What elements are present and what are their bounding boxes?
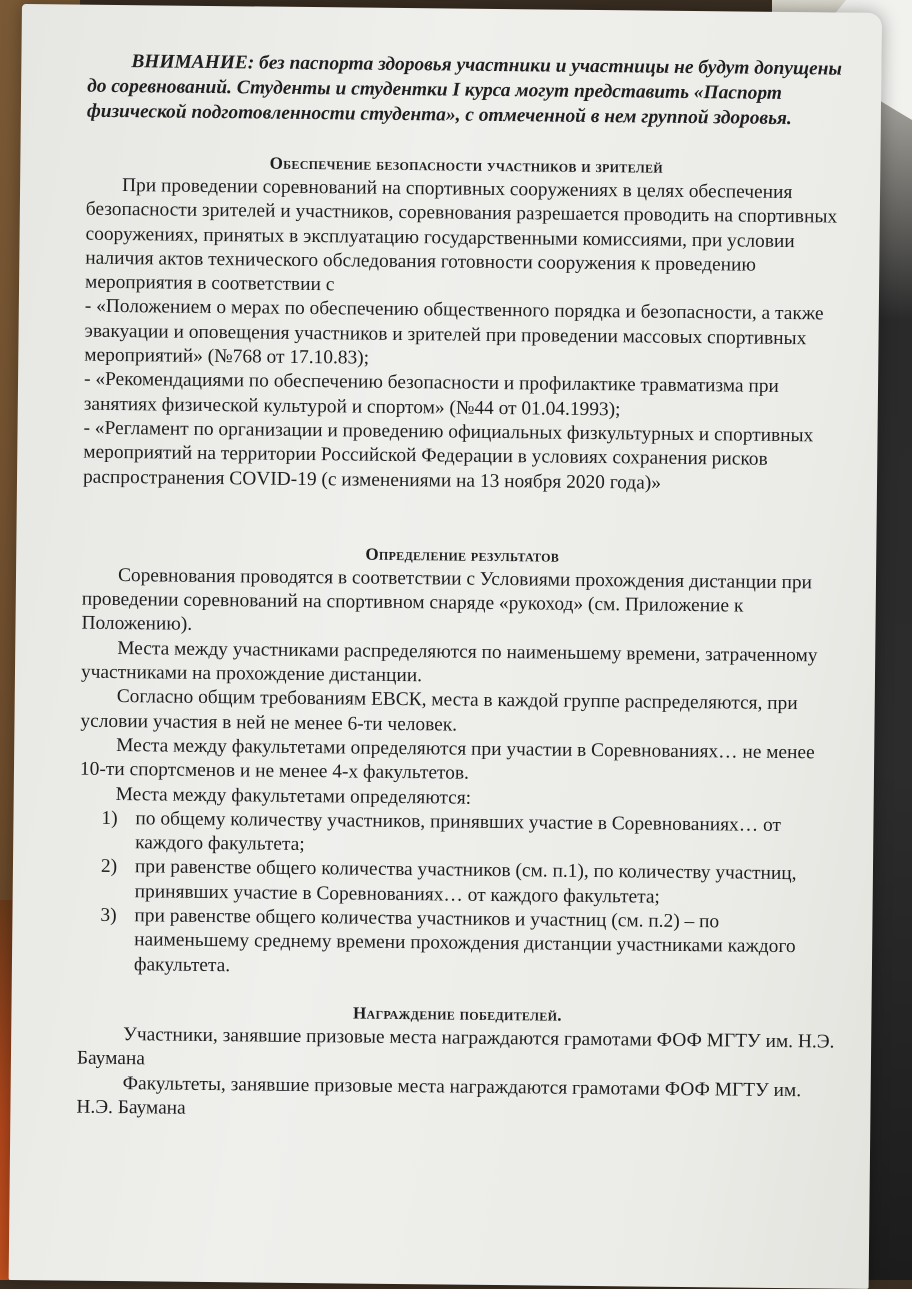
award-paragraph: Факультеты, занявшие призовые места награждаются грамотами ФОФ МГТУ им. Н.Э. Баумана (76, 1072, 802, 1119)
list-item-number: 3) (100, 904, 117, 927)
safety-item: - «Положением о мерах по обеспечению общественного порядка и безопасности, а также эвакуации и оповещения участников и зрителей при проведении массовых спортивных мероприятий» (№768 от 17.10.83); (84, 296, 824, 369)
safety-intro: При проведении соревнований на спортивных сооружениях в целях обеспечения безопасности зрителей и участников, соревнования разрешается проводить на спортивных сооружениях, принятых в эксплуатацию государственными комиссиями, при условии наличия актов технического обследования готовности сооружения к проведению мероприятия в соответствии с (84, 175, 838, 296)
document-sheet (9, 4, 882, 1289)
safety-heading: Обеспечение безопасности участников и зрителей (269, 153, 664, 177)
list-item-number: 2) (100, 856, 118, 878)
results-paragraph: Соревнования проводятся в соответствии с Условиями прохождения дистанции при проведении соревнований на спортивном снаряде «рукоход» (см. Приложение к Положению). (81, 564, 813, 636)
list-item-number: 1) (101, 807, 118, 829)
results-heading: Определение результатов (365, 544, 560, 566)
faculty-ranking-list (78, 806, 840, 984)
results-paragraph: Места между факультетами определяются при участии в Соревнованиях… не менее 10-ти спортсменов и не менее 4-х факультетов. (79, 734, 815, 784)
document-content (76, 49, 847, 1138)
award-section (76, 999, 837, 1128)
safety-item: - «Регламент по организации и проведению официальных физкультурных и спортивных мероприятий на территории Российской Федерации в условиях сохранения рисков распространения COVID-19 (с изменениями на 13 ноября 2020 года)» (82, 417, 814, 494)
list-item-text: по общему количеству участников, принявших участие в Соревнованиях… от каждого факультета; (135, 808, 782, 856)
results-paragraph: Места между факультетами определяются: (115, 783, 472, 809)
award-paragraph: Участники, занявшие призовые места награждаются грамотами ФОФ МГТУ им. Н.Э. Баумана (76, 1024, 835, 1070)
list-item (78, 904, 839, 985)
list-item (79, 806, 839, 863)
list-item-text: при равенстве общего количества участников и участниц (см. п.2) – по наименьшему среднему времени прохождения дистанции участниками каждого факультета. (133, 905, 796, 976)
results-paragraph: Согласно общим требованиям ЕВСК, места в каждой группе распределяются, при условии участия в ней не менее 6-ти человек. (80, 686, 798, 736)
results-paragraph: Места между участниками распределяются по наименьшему времени, затраченному участниками на прохождение дистанции. (80, 637, 818, 687)
list-item (79, 855, 839, 912)
award-heading: Награждение победителей. (352, 1003, 562, 1025)
results-section (78, 540, 843, 985)
safety-item: - «Рекомендациями по обеспечению безопасности и профилактике травматизма при занятиях физической культурой и спортом» (№44 от 01.04.1993); (83, 369, 779, 420)
safety-section (83, 150, 847, 498)
list-item-text: при равенстве общего количества участников (см. п.1), по количеству участниц, принявших участие в Соревнованиях… от каждого факультета; (134, 856, 797, 908)
health-passport-warning: ВНИМАНИЕ: без паспорта здоровья участники и участницы не будут допущены до соревнований. Студенты и студентки I курса могут представить «Паспорт физической подготовленности студента», с отмеченной в нем группой здоровья. (86, 51, 842, 130)
